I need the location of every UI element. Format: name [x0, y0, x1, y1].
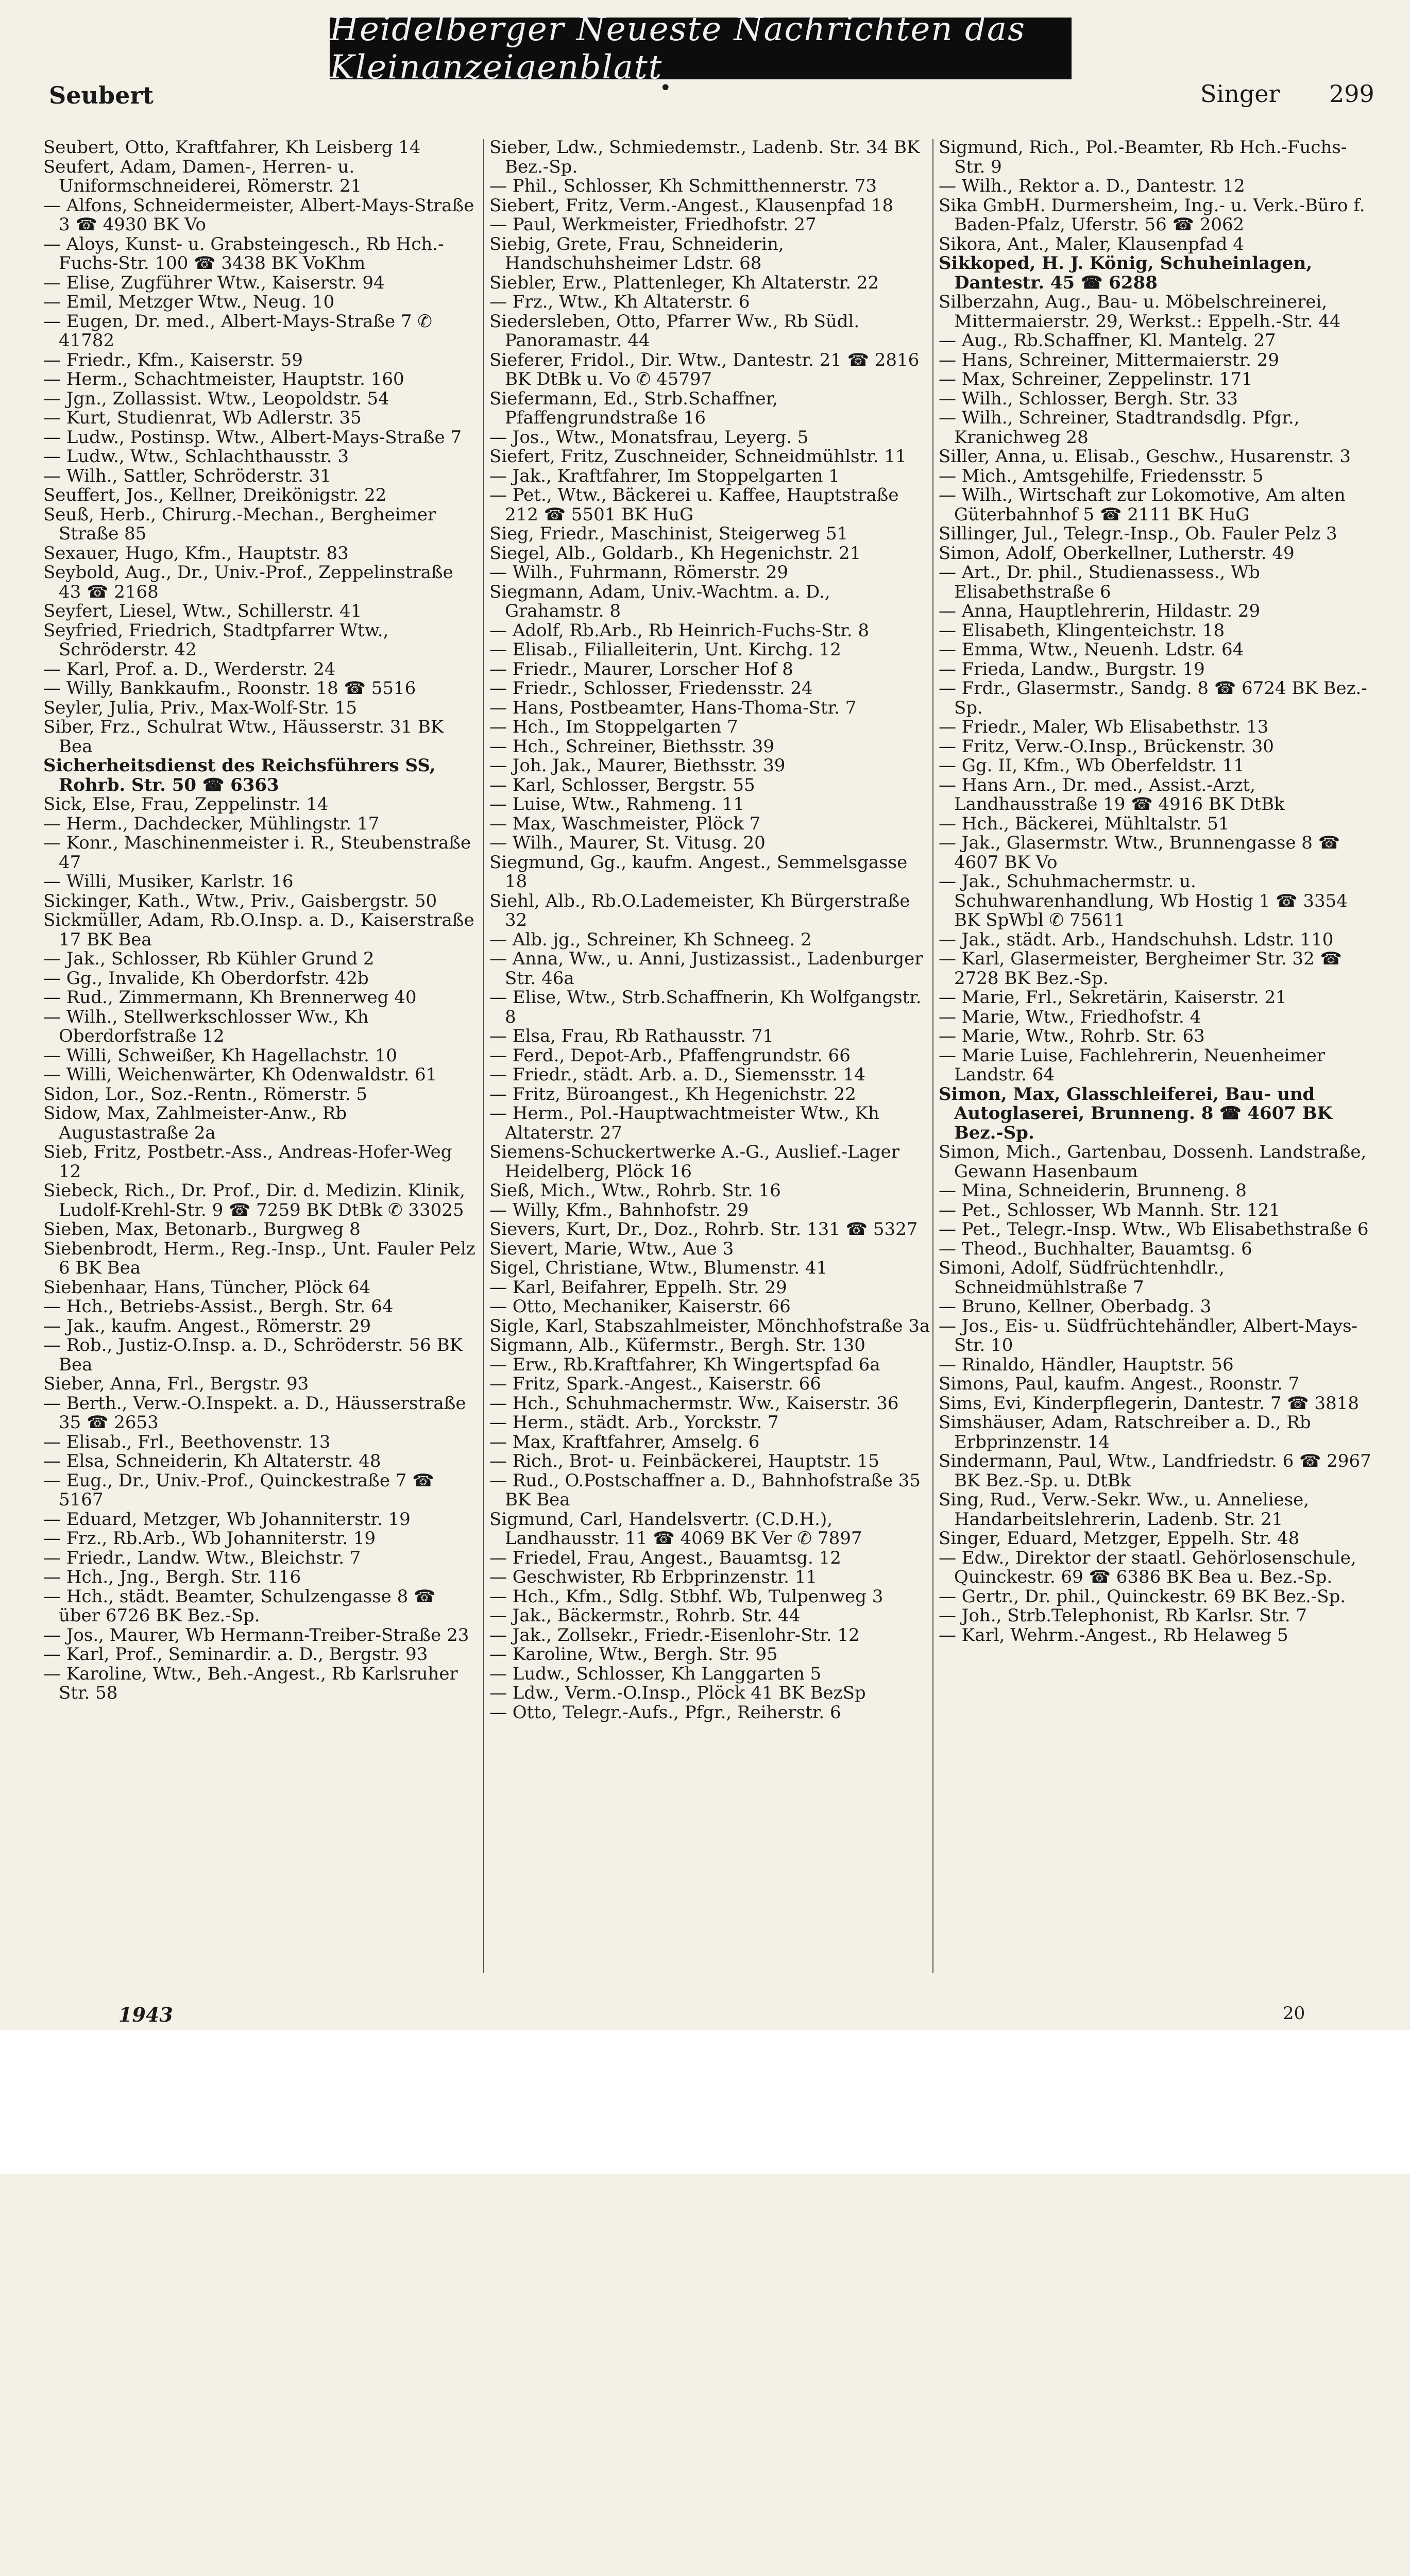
directory-entry: Siegel, Alb., Goldarb., Kh Hegenichstr. 21	[489, 543, 861, 564]
page-header-first-name: Seubert	[49, 81, 154, 109]
directory-entry: — Art., Dr. phil., Studienassess., Wb Elisabethstraße 6	[939, 562, 1260, 602]
directory-entry: — Friedr., städt. Arb. a. D., Siemensstr. 14	[489, 1064, 865, 1085]
directory-entry: Silberzahn, Aug., Bau- u. Möbelschreinerei, Mittermaierstr. 29, Werkst.: Eppelh.-Str. 44	[939, 292, 1341, 332]
directory-entry: Sickmüller, Adam, Rb.O.Insp. a. D., Kaiserstraße 17 BK Bea	[43, 910, 474, 950]
directory-entry: — Elisab., Frl., Beethovenstr. 13	[43, 1431, 331, 1452]
directory-entry: Sieb, Fritz, Postbetr.-Ass., Andreas-Hofer-Weg 12	[43, 1142, 452, 1182]
directory-entry: Sievers, Kurt, Dr., Doz., Rohrb. Str. 131 ☎ 5327	[489, 1219, 918, 1240]
directory-entry: — Rud., Zimmermann, Kh Brennerweg 40	[43, 987, 417, 1008]
directory-column-3	[939, 138, 1374, 1982]
directory-entry: — Otto, Mechaniker, Kaiserstr. 66	[489, 1296, 791, 1317]
directory-entry: — Fritz, Büroangest., Kh Hegenichstr. 22	[489, 1083, 856, 1105]
directory-entry: — Herm., Schachtmeister, Hauptstr. 160	[43, 369, 404, 389]
directory-entry: Simoni, Adolf, Südfrüchtenhdlr., Schneidmühlstraße 7	[939, 1258, 1225, 1298]
directory-entry: — Adolf, Rb.Arb., Rb Heinrich-Fuchs-Str. 8	[489, 620, 869, 641]
directory-entry: — Herm., Pol.-Hauptwachtmeister Wtw., Kh Altaterstr. 27	[489, 1103, 879, 1143]
directory-entry: — Wilh., Schreiner, Stadtrandsdlg. Pfgr., Kranichweg 28	[939, 408, 1300, 448]
page-header-dot: •	[659, 76, 672, 100]
directory-entry: — Theod., Buchhalter, Bauamtsg. 6	[939, 1238, 1252, 1259]
directory-entry: — Anna, Hauptlehrerin, Hildastr. 29	[939, 601, 1261, 621]
directory-entry: — Gertr., Dr. phil., Quinckestr. 69 BK Bez.-Sp.	[939, 1586, 1346, 1607]
directory-entry: Sigle, Karl, Stabszahlmeister, Mönchhofstraße 3a	[489, 1315, 930, 1336]
directory-entry: Sigmund, Rich., Pol.-Beamter, Rb Hch.-Fuchs-Str. 9	[939, 138, 1347, 177]
directory-entry: — Friedel, Frau, Angest., Bauamtsg. 12	[489, 1547, 841, 1568]
directory-entry: — Luise, Wtw., Rahmeng. 11	[489, 794, 744, 815]
page-number: 299	[1329, 80, 1374, 108]
directory-entry: — Frieda, Landw., Burgstr. 19	[939, 658, 1205, 680]
directory-entry: — Anna, Ww., u. Anni, Justizassist., Ladenburger Str. 46a	[489, 948, 923, 989]
directory-entry: Sika GmbH. Durmersheim, Ing.- u. Verk.-Büro f. Baden-Pfalz, Uferstr. 56 ☎ 2062	[939, 195, 1365, 235]
directory-entry: — Jak., städt. Arb., Handschuhsh. Ldstr. 110	[939, 929, 1334, 950]
directory-entry: Siemens-Schuckertwerke A.-G., Auslief.-Lager Heidelberg, Plöck 16	[489, 1142, 899, 1182]
directory-entry: — Friedr., Maurer, Lorscher Hof 8	[489, 658, 793, 680]
directory-entry: — Friedr., Schlosser, Friedensstr. 24	[489, 678, 813, 699]
directory-entry: — Friedr., Kfm., Kaiserstr. 59	[43, 349, 303, 370]
directory-entry: Siegmund, Gg., kaufm. Angest., Semmelsgasse 18	[489, 852, 908, 892]
directory-entry: — Hch., Schreiner, Biethsstr. 39	[489, 736, 774, 757]
directory-entry: Simon, Mich., Gartenbau, Dossenh. Landstraße, Gewann Hasenbaum	[939, 1142, 1367, 1182]
directory-entry: — Friedr., Landw. Wtw., Bleichstr. 7	[43, 1547, 361, 1568]
directory-entry: — Karoline, Wtw., Beh.-Angest., Rb Karlsruher Str. 58	[43, 1663, 458, 1703]
directory-entry: — Wilh., Stellwerkschlosser Ww., Kh Oberdorfstraße 12	[43, 1006, 369, 1046]
newspaper-banner: Heidelberger Neueste Nachrichten das Kleinanzeigenblatt	[330, 18, 1072, 79]
directory-entry: — Berth., Verw.-O.Inspekt. a. D., Häusserstraße 35 ☎ 2653	[43, 1393, 466, 1433]
directory-entry: — Jos., Wtw., Monatsfrau, Leyerg. 5	[489, 427, 809, 448]
directory-entry: — Eugen, Dr. med., Albert-Mays-Straße 7 ✆ 41782	[43, 311, 432, 351]
directory-entry: Seufert, Adam, Damen-, Herren- u. Uniformschneiderei, Römerstr. 21	[43, 156, 362, 196]
directory-entry: — Otto, Telegr.-Aufs., Pfgr., Reiherstr. 6	[489, 1702, 841, 1723]
directory-entry: — Hch., Im Stoppelgarten 7	[489, 717, 738, 737]
directory-entry: — Elise, Zugführer Wtw., Kaiserstr. 94	[43, 272, 385, 293]
sheet-signature: 20	[1283, 2003, 1305, 2024]
directory-entry: — Hch., Betriebs-Assist., Bergh. Str. 64	[43, 1296, 394, 1317]
directory-entry: — Karl, Beifahrer, Eppelh. Str. 29	[489, 1277, 787, 1298]
directory-entry: — Edw., Direktor der staatl. Gehörlosenschule, Quinckestr. 69 ☎ 6386 BK Bea u. Bez.-Sp.	[939, 1547, 1356, 1587]
directory-entry: — Paul, Werkmeister, Friedhofstr. 27	[489, 214, 817, 235]
directory-entry: — Elisab., Filialleiterin, Unt. Kirchg. 12	[489, 639, 841, 660]
directory-entry: — Marie, Wtw., Friedhofstr. 4	[939, 1006, 1201, 1027]
directory-entry: — Karl, Schlosser, Bergstr. 55	[489, 774, 755, 795]
directory-entry: — Emil, Metzger Wtw., Neug. 10	[43, 292, 335, 312]
directory-entry: Sidow, Max, Zahlmeister-Anw., Rb Augustastraße 2a	[43, 1103, 347, 1143]
directory-entry: Simshäuser, Adam, Ratschreiber a. D., Rb Erbprinzenstr. 14	[939, 1412, 1311, 1452]
directory-entry: — Pet., Schlosser, Wb Mannh. Str. 121	[939, 1199, 1280, 1221]
directory-entry: — Willy, Bankkaufm., Roonstr. 18 ☎ 5516	[43, 678, 416, 699]
directory-entry: — Willi, Musiker, Karlstr. 16	[43, 871, 294, 892]
directory-entry: — Jak., Schuhmachermstr. u. Schuhwarenhandlung, Wb Hostig 1 ☎ 3354 BK SpWbl ✆ 75611	[939, 871, 1348, 930]
directory-entry: — Wilh., Wirtschaft zur Lokomotive, Am alten Güterbahnhof 5 ☎ 2111 BK HuG	[939, 485, 1346, 525]
directory-entry: Sickinger, Kath., Wtw., Priv., Gaisbergstr. 50	[43, 890, 437, 911]
directory-entry: — Karl, Wehrm.-Angest., Rb Helaweg 5	[939, 1624, 1288, 1646]
directory-entry: — Erw., Rb.Kraftfahrer, Kh Wingertspfad 6a	[489, 1354, 880, 1375]
directory-entry: — Elsa, Schneiderin, Kh Altaterstr. 48	[43, 1451, 381, 1471]
directory-entry: — Elsa, Frau, Rb Rathausstr. 71	[489, 1026, 774, 1046]
directory-entry: — Hch., Bäckerei, Mühltalstr. 51	[939, 813, 1230, 834]
directory-entry: Seybold, Aug., Dr., Univ.-Prof., Zeppelinstraße 43 ☎ 2168	[43, 562, 453, 602]
page-header-last-name: Singer	[1200, 80, 1280, 108]
print-year: 1943	[118, 2003, 173, 2026]
directory-entry: Siebert, Fritz, Verm.-Angest., Klausenpfad 18	[489, 195, 894, 216]
directory-entry: — Joh., Strb.Telephonist, Rb Karlsr. Str. 7	[939, 1605, 1307, 1626]
directory-entry: — Jak., kaufm. Angest., Römerstr. 29	[43, 1315, 371, 1336]
directory-entry: Siefermann, Ed., Strb.Schaffner, Pfaffengrundstraße 16	[489, 388, 778, 428]
directory-entry: — Frdr., Glasermstr., Sandg. 8 ☎ 6724 BK Bez.-Sp.	[939, 678, 1367, 718]
directory-entry: — Herm., städt. Arb., Yorckstr. 7	[489, 1412, 779, 1433]
directory-entry: Seuffert, Jos., Kellner, Dreikönigstr. 22	[43, 485, 387, 505]
directory-entry: — Elise, Wtw., Strb.Schaffnerin, Kh Wolfgangstr. 8	[489, 987, 922, 1027]
directory-entry: — Max, Kraftfahrer, Amselg. 6	[489, 1431, 760, 1452]
directory-entry: — Jak., Schlosser, Rb Kühler Grund 2	[43, 948, 375, 969]
directory-entry: — Ludw., Wtw., Schlachthausstr. 3	[43, 446, 349, 467]
directory-entry: Siebler, Erw., Plattenleger, Kh Altaterstr. 22	[489, 272, 879, 293]
directory-entry: — Hans, Postbeamter, Hans-Thoma-Str. 7	[489, 697, 857, 718]
directory-entry: Sievert, Marie, Wtw., Aue 3	[489, 1238, 734, 1259]
directory-entry: — Bruno, Kellner, Oberbadg. 3	[939, 1296, 1212, 1317]
directory-entry: — Jos., Eis- u. Südfrüchtehändler, Albert-Mays-Str. 10	[939, 1315, 1358, 1355]
directory-entry: — Gg. II, Kfm., Wb Oberfeldstr. 11	[939, 755, 1245, 776]
directory-entry: Seyfried, Friedrich, Stadtpfarrer Wtw., Schröderstr. 42	[43, 620, 389, 660]
directory-entry: — Hans Arn., Dr. med., Assist.-Arzt, Landhausstraße 19 ☎ 4916 BK DtBk	[939, 774, 1285, 815]
directory-entry: — Karl, Prof. a. D., Werderstr. 24	[43, 658, 336, 680]
directory-entry: Siebeck, Rich., Dr. Prof., Dir. d. Medizin. Klinik, Ludolf-Krehl-Str. 9 ☎ 7259 BK DtBk ✆ 33025	[43, 1180, 465, 1221]
directory-entry: — Phil., Schlosser, Kh Schmitthennerstr. 73	[489, 176, 877, 196]
directory-entry: — Herm., Dachdecker, Mühlingstr. 17	[43, 813, 380, 834]
directory-entry: — Marie Luise, Fachlehrerin, Neuenheimer Landstr. 64	[939, 1045, 1326, 1085]
directory-entry: Siebenhaar, Hans, Tüncher, Plöck 64	[43, 1277, 371, 1298]
directory-entry: — Pet., Telegr.-Insp. Wtw., Wb Elisabethstraße 6	[939, 1219, 1369, 1240]
directory-entry: — Jak., Zollsekr., Friedr.-Eisenlohr-Str. 12	[489, 1624, 860, 1646]
directory-entry: — Jos., Maurer, Wb Hermann-Treiber-Straße 23	[43, 1624, 469, 1646]
directory-entry: — Konr., Maschinenmeister i. R., Steubenstraße 47	[43, 833, 471, 873]
directory-entry: — Max, Waschmeister, Plöck 7	[489, 813, 761, 834]
column-divider	[932, 139, 933, 1973]
directory-entry: — Jgn., Zollassist. Wtw., Leopoldstr. 54	[43, 388, 389, 409]
directory-entry: Singer, Eduard, Metzger, Eppelh. Str. 48	[939, 1528, 1300, 1549]
directory-entry: Seyler, Julia, Priv., Max-Wolf-Str. 15	[43, 697, 357, 718]
directory-entry: Sieben, Max, Betonarb., Burgweg 8	[43, 1219, 361, 1240]
directory-entry: Sieß, Mich., Wtw., Rohrb. Str. 16	[489, 1180, 781, 1201]
directory-entry: Siehl, Alb., Rb.O.Lademeister, Kh Bürgerstraße 32	[489, 890, 910, 930]
directory-entry: — Marie, Wtw., Rohrb. Str. 63	[939, 1026, 1205, 1046]
directory-entry: Sims, Evi, Kinderpflegerin, Dantestr. 7 ☎ 3818	[939, 1393, 1359, 1414]
directory-entry: — Geschwister, Rb Erbprinzenstr. 11	[489, 1567, 818, 1587]
directory-entry: Siefert, Fritz, Zuschneider, Schneidmühlstr. 11	[489, 446, 907, 467]
directory-entry: Simon, Adolf, Oberkellner, Lutherstr. 49	[939, 543, 1295, 564]
directory-entry: Simon, Max, Glasschleiferei, Bau- und Autoglaserei, Brunneng. 8 ☎ 4607 BK Bez.-Sp.	[939, 1083, 1333, 1143]
directory-entry: — Rob., Justiz-O.Insp. a. D., Schröderstr. 56 BK Bea	[43, 1335, 463, 1375]
directory-entry: — Hans, Schreiner, Mittermaierstr. 29	[939, 349, 1279, 370]
directory-entry: — Alb. jg., Schreiner, Kh Schneeg. 2	[489, 929, 812, 950]
directory-entry: — Willy, Kfm., Bahnhofstr. 29	[489, 1199, 749, 1221]
directory-entry: Siebenbrodt, Herm., Reg.-Insp., Unt. Fauler Pelz 6 BK Bea	[43, 1238, 475, 1278]
directory-entry: Sindermann, Paul, Wtw., Landfriedstr. 6 ☎ 2967 BK Bez.-Sp. u. DtBk	[939, 1451, 1371, 1491]
directory-entry: Sigmann, Alb., Küfermstr., Bergh. Str. 130	[489, 1335, 865, 1355]
directory-entry: — Jak., Glasermstr. Wtw., Brunnengasse 8 ☎ 4607 BK Vo	[939, 833, 1340, 873]
directory-entry: — Ferd., Depot-Arb., Pfaffengrundstr. 66	[489, 1045, 851, 1066]
directory-entry: — Kurt, Studienrat, Wb Adlerstr. 35	[43, 408, 362, 428]
directory-entry: — Ldw., Verm.-O.Insp., Plöck 41 BK BezSp	[489, 1683, 866, 1703]
directory-entry: — Eug., Dr., Univ.-Prof., Quinckestraße 7 ☎ 5167	[43, 1470, 434, 1510]
directory-entry: Siber, Frz., Schulrat Wtw., Häusserstr. 31 BK Bea	[43, 717, 444, 757]
digitization-footer	[0, 2030, 1410, 2174]
directory-entry: Siebig, Grete, Frau, Schneiderin, Handschuhsheimer Ldstr. 68	[489, 233, 784, 274]
directory-entry: — Hch., Kfm., Sdlg. Stbhf. Wb, Tulpenweg 3	[489, 1586, 884, 1607]
directory-entry: Siegmann, Adam, Univ.-Wachtm. a. D., Grahamstr. 8	[489, 581, 830, 621]
directory-entry: — Emma, Wtw., Neuenh. Ldstr. 64	[939, 639, 1244, 660]
directory-entry: Sidon, Lor., Soz.-Rentn., Römerstr. 5	[43, 1083, 368, 1105]
directory-entry: — Jak., Kraftfahrer, Im Stoppelgarten 1	[489, 465, 840, 486]
directory-entry: — Hch., Schuhmachermstr. Ww., Kaiserstr. 36	[489, 1393, 899, 1414]
directory-entry: — Mina, Schneiderin, Brunneng. 8	[939, 1180, 1247, 1201]
directory-entry: — Marie, Frl., Sekretärin, Kaiserstr. 21	[939, 987, 1287, 1008]
directory-entry: Siller, Anna, u. Elisab., Geschw., Husarenstr. 3	[939, 446, 1351, 467]
directory-entry: — Ludw., Schlosser, Kh Langgarten 5	[489, 1663, 822, 1684]
directory-entry: Seuß, Herb., Chirurg.-Mechan., Bergheimer Straße 85	[43, 504, 436, 544]
directory-entry: Sicherheitsdienst des Reichsführers SS, Rohrb. Str. 50 ☎ 6363	[43, 755, 436, 795]
directory-entry: — Karl, Prof., Seminardir. a. D., Bergstr. 93	[43, 1644, 428, 1665]
directory-entry: — Elisabeth, Klingenteichstr. 18	[939, 620, 1225, 641]
directory-entry: Sieber, Ldw., Schmiedemstr., Ladenb. Str. 34 BK Bez.-Sp.	[489, 138, 920, 177]
directory-entry: — Wilh., Rektor a. D., Dantestr. 12	[939, 176, 1245, 196]
directory-entry: — Gg., Invalide, Kh Oberdorfstr. 42b	[43, 968, 369, 989]
directory-entry: — Ludw., Postinsp. Wtw., Albert-Mays-Straße 7	[43, 427, 462, 448]
directory-entry: — Jak., Bäckermstr., Rohrb. Str. 44	[489, 1605, 801, 1626]
directory-entry: Sieg, Friedr., Maschinist, Steigerweg 51	[489, 523, 848, 544]
directory-entry: Simons, Paul, kaufm. Angest., Roonstr. 7	[939, 1374, 1300, 1394]
directory-entry: — Frz., Rb.Arb., Wb Johanniterstr. 19	[43, 1528, 376, 1549]
directory-column-2	[489, 138, 930, 1982]
directory-entry: — Pet., Wtw., Bäckerei u. Kaffee, Hauptstraße 212 ☎ 5501 BK HuG	[489, 485, 899, 525]
directory-entry: — Karoline, Wtw., Bergh. Str. 95	[489, 1644, 778, 1665]
directory-entry: Sing, Rud., Verw.-Sekr. Ww., u. Anneliese, Handarbeitslehrerin, Ladenb. Str. 21	[939, 1489, 1310, 1530]
directory-entry: — Hch., städt. Beamter, Schulzengasse 8 ☎ über 6726 BK Bez.-Sp.	[43, 1586, 436, 1626]
directory-entry: Sieber, Anna, Frl., Bergstr. 93	[43, 1374, 309, 1394]
directory-entry: — Alfons, Schneidermeister, Albert-Mays-Straße 3 ☎ 4930 BK Vo	[43, 195, 474, 235]
directory-entry: — Friedr., Maler, Wb Elisabethstr. 13	[939, 717, 1269, 737]
directory-entry: — Rich., Brot- u. Feinbäckerei, Hauptstr. 15	[489, 1451, 879, 1471]
directory-entry: — Joh. Jak., Maurer, Biethsstr. 39	[489, 755, 786, 776]
directory-entry: Sillinger, Jul., Telegr.-Insp., Ob. Fauler Pelz 3	[939, 523, 1337, 544]
directory-entry: — Max, Schreiner, Zeppelinstr. 171	[939, 369, 1253, 389]
directory-entry: — Wilh., Schlosser, Bergh. Str. 33	[939, 388, 1238, 409]
directory-entry: Seyfert, Liesel, Wtw., Schillerstr. 41	[43, 601, 362, 621]
directory-entry: Sexauer, Hugo, Kfm., Hauptstr. 83	[43, 543, 349, 564]
directory-entry: Sikora, Ant., Maler, Klausenpfad 4	[939, 233, 1244, 255]
directory-entry: — Rinaldo, Händler, Hauptstr. 56	[939, 1354, 1234, 1375]
directory-entry: — Wilh., Fuhrmann, Römerstr. 29	[489, 562, 788, 583]
directory-entry: — Wilh., Maurer, St. Vitusg. 20	[489, 833, 766, 853]
directory-entry: Sigel, Christiane, Wtw., Blumenstr. 41	[489, 1258, 828, 1278]
directory-entry: Sikkoped, H. J. König, Schuheinlagen, Dantestr. 45 ☎ 6288	[939, 253, 1313, 293]
column-divider	[483, 139, 484, 1973]
directory-entry: Siedersleben, Otto, Pfarrer Ww., Rb Südl. Panoramastr. 44	[489, 311, 860, 351]
directory-column-1	[43, 138, 479, 1982]
directory-entry: — Aloys, Kunst- u. Grabsteingesch., Rb Hch.-Fuchs-Str. 100 ☎ 3438 BK VoKhm	[43, 233, 444, 274]
directory-entry: — Fritz, Spark.-Angest., Kaiserstr. 66	[489, 1374, 821, 1394]
directory-entry: — Eduard, Metzger, Wb Johanniterstr. 19	[43, 1509, 411, 1530]
directory-entry: — Wilh., Sattler, Schröderstr. 31	[43, 465, 331, 486]
directory-entry: — Hch., Jng., Bergh. Str. 116	[43, 1567, 301, 1587]
directory-entry: Sick, Else, Frau, Zeppelinstr. 14	[43, 794, 329, 815]
directory-entry: — Fritz, Verw.-O.Insp., Brückenstr. 30	[939, 736, 1274, 757]
directory-entry: — Mich., Amtsgehilfe, Friedensstr. 5	[939, 465, 1264, 486]
directory-entry: — Frz., Wtw., Kh Altaterstr. 6	[489, 292, 750, 312]
directory-entry: Sigmund, Carl, Handelsvertr. (C.D.H.), Landhausstr. 11 ☎ 4069 BK Ver ✆ 7897	[489, 1509, 862, 1549]
directory-entry: — Rud., O.Postschaffner a. D., Bahnhofstraße 35 BK Bea	[489, 1470, 921, 1510]
directory-entry: — Willi, Weichenwärter, Kh Odenwaldstr. 61	[43, 1064, 437, 1085]
directory-entry: — Willi, Schweißer, Kh Hagellachstr. 10	[43, 1045, 397, 1066]
directory-entry: — Karl, Glasermeister, Bergheimer Str. 32 ☎ 2728 BK Bez.-Sp.	[939, 948, 1342, 989]
directory-entry: — Aug., Rb.Schaffner, Kl. Mantelg. 27	[939, 330, 1276, 351]
directory-entry: Sieferer, Fridol., Dir. Wtw., Dantestr. 21 ☎ 2816 BK DtBk u. Vo ✆ 45797	[489, 349, 920, 389]
directory-entry: Seubert, Otto, Kraftfahrer, Kh Leisberg 14	[43, 138, 421, 158]
